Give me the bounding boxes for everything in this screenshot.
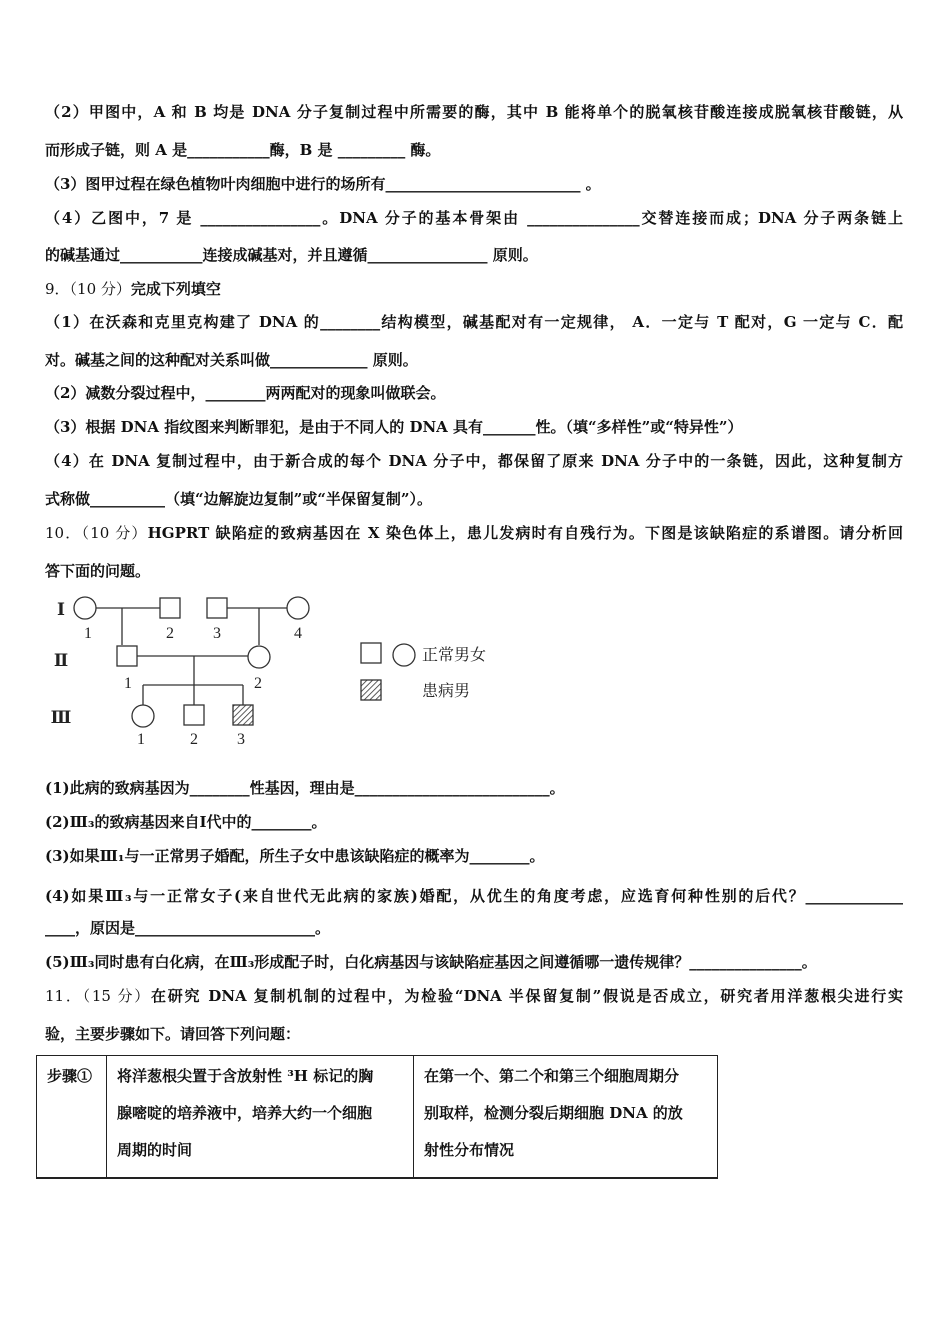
q9-part3: （3）根据 DNA 指纹图来判断罪犯，是由于不同人的 DNA 具有_______性。（填“多样性”或“特异性”）	[45, 418, 743, 436]
individual-label: 2	[190, 731, 198, 748]
female-i4	[287, 597, 309, 619]
q9-part2: （2）减数分裂过程中，________两两配对的现象叫做联会。	[45, 384, 446, 402]
cell-text-line: 腺嘧啶的培养液中，培养大约一个细胞	[117, 1104, 373, 1122]
individual-label: 3	[237, 731, 245, 748]
q8-part3: （3）图甲过程在绿色植物叶肉细胞中进行的场所有__________________________ 。	[45, 175, 601, 193]
generation-label: Ⅱ	[53, 651, 69, 670]
individual-label: 1	[124, 675, 132, 692]
legend-affected-symbol	[361, 680, 381, 700]
q8-part2-line1: （2）甲图中，A 和 B 均是 DNA 分子复制过程中所需要的酶，其中 B 能将单个的脱氧核苷酸连接成脱氧核苷酸链，从	[45, 103, 903, 121]
q11-text: 在研究 DNA 复制机制的过程中，为检验“DNA 半保留复制”假说是否成立，研究者用洋葱根尖进行实	[151, 987, 903, 1005]
female-i1	[74, 597, 96, 619]
q11-number: 11．（15 分）	[45, 987, 152, 1005]
individual-label: 3	[213, 625, 221, 642]
legend-normal-label: 正常男女	[422, 647, 487, 664]
generation-label: Ⅰ	[57, 600, 65, 619]
q10-sub4-line1: (4)如果Ⅲ₃与一正常女子(来自世代无此病的家族)婚配，从优生的角度考虑，应选育何种性别的后代？_____________	[45, 887, 903, 905]
q9-part1-line1: （1）在沃森和克里克构建了 DNA 的________结构模型，碱基配对有一定规律， A．一定与 T 配对，G 一定与 C．配	[45, 313, 903, 331]
q10-text: HGPRT 缺陷症的致病基因在 X 染色体上，患儿发病时有自残行为。下图是该缺陷症的系谱图。请分析回	[147, 524, 903, 542]
q9-part4-line2: 式称做__________（填“边解旋边复制”或“半保留复制”）。	[45, 490, 433, 508]
cell-text-line: 周期的时间	[117, 1141, 193, 1159]
legend-affected-label: 患病男	[422, 683, 471, 700]
legend-male-symbol	[361, 643, 381, 663]
step-label: 步骤①	[47, 1067, 93, 1085]
q10-sub1: (1)此病的致病基因为________性基因，理由是__________________________。	[45, 779, 565, 797]
individual-label: 1	[137, 731, 145, 748]
q9-title: 完成下列填空	[130, 280, 221, 298]
q11-header-line1	[45, 986, 903, 1006]
cell-text-line: 射性分布情况	[424, 1141, 515, 1159]
q9-part1-line2: 对。碱基之间的这种配对关系叫做_____________ 原则。	[45, 351, 418, 369]
individual-label: 1	[84, 625, 92, 642]
individual-label: 2	[166, 625, 174, 642]
legend-female-symbol	[393, 644, 415, 666]
q9-number: 9．（10 分）	[45, 280, 131, 298]
q10-sub4-line2: ____，原因是________________________。	[45, 919, 331, 937]
q10-header-line2: 答下面的问题。	[45, 562, 151, 580]
table-cell-procedure	[107, 1056, 414, 1177]
individual-label: 4	[294, 625, 302, 642]
q9-part4-line1: （4）在 DNA 复制过程中，由于新合成的每个 DNA 分子中，都保留了原来 DNA 分子中的一条链，因此，这种复制方	[45, 452, 903, 470]
q10-sub5: (5)Ⅲ₃同时患有白化病，在Ⅲ₃形成配子时，白化病基因与该缺陷症基因之间遵循哪一遗传规律？_______________。	[45, 953, 817, 971]
cell-text-line: 别取样，检测分裂后期细胞 DNA 的放	[424, 1104, 683, 1122]
affected-male-iii3	[233, 705, 253, 725]
cell-text-line: 将洋葱根尖置于含放射性 ³H 标记的胸	[117, 1067, 374, 1085]
generation-label: Ⅲ	[50, 708, 72, 727]
q10-sub2: (2)Ⅲ₃的致病基因来自Ⅰ代中的________。	[45, 813, 327, 831]
q11-header-line2: 验，主要步骤如下。请回答下列问题：	[45, 1025, 301, 1043]
q10-number: 10．（10 分）	[45, 524, 148, 542]
q8-part2-line2: 而形成子链，则 A 是___________酶，B 是 _________ 酶。	[45, 141, 441, 159]
female-iii1	[132, 705, 154, 727]
table-cell-detection	[414, 1056, 717, 1177]
male-i3	[207, 598, 227, 618]
male-i2	[160, 598, 180, 618]
q8-part4-line2: 的碱基通过___________连接成碱基对，并且遵循________________ 原则。	[45, 246, 538, 264]
male-iii2	[184, 705, 204, 725]
individual-label: 2	[254, 675, 262, 692]
experiment-steps-table	[36, 1055, 718, 1179]
q10-sub3: (3)如果Ⅲ₁与一正常男子婚配，所生子女中患该缺陷症的概率为________。	[45, 847, 545, 865]
cell-text-line: 在第一个、第二个和第三个细胞周期分	[424, 1067, 680, 1085]
table-cell-step	[37, 1056, 107, 1177]
female-ii2	[248, 646, 270, 668]
male-ii1	[117, 646, 137, 666]
q8-part4-line1: （4）乙图中，7 是 ________________。DNA 分子的基本骨架由 _______________交替连接而成；DNA 分子两条链上	[45, 209, 903, 227]
